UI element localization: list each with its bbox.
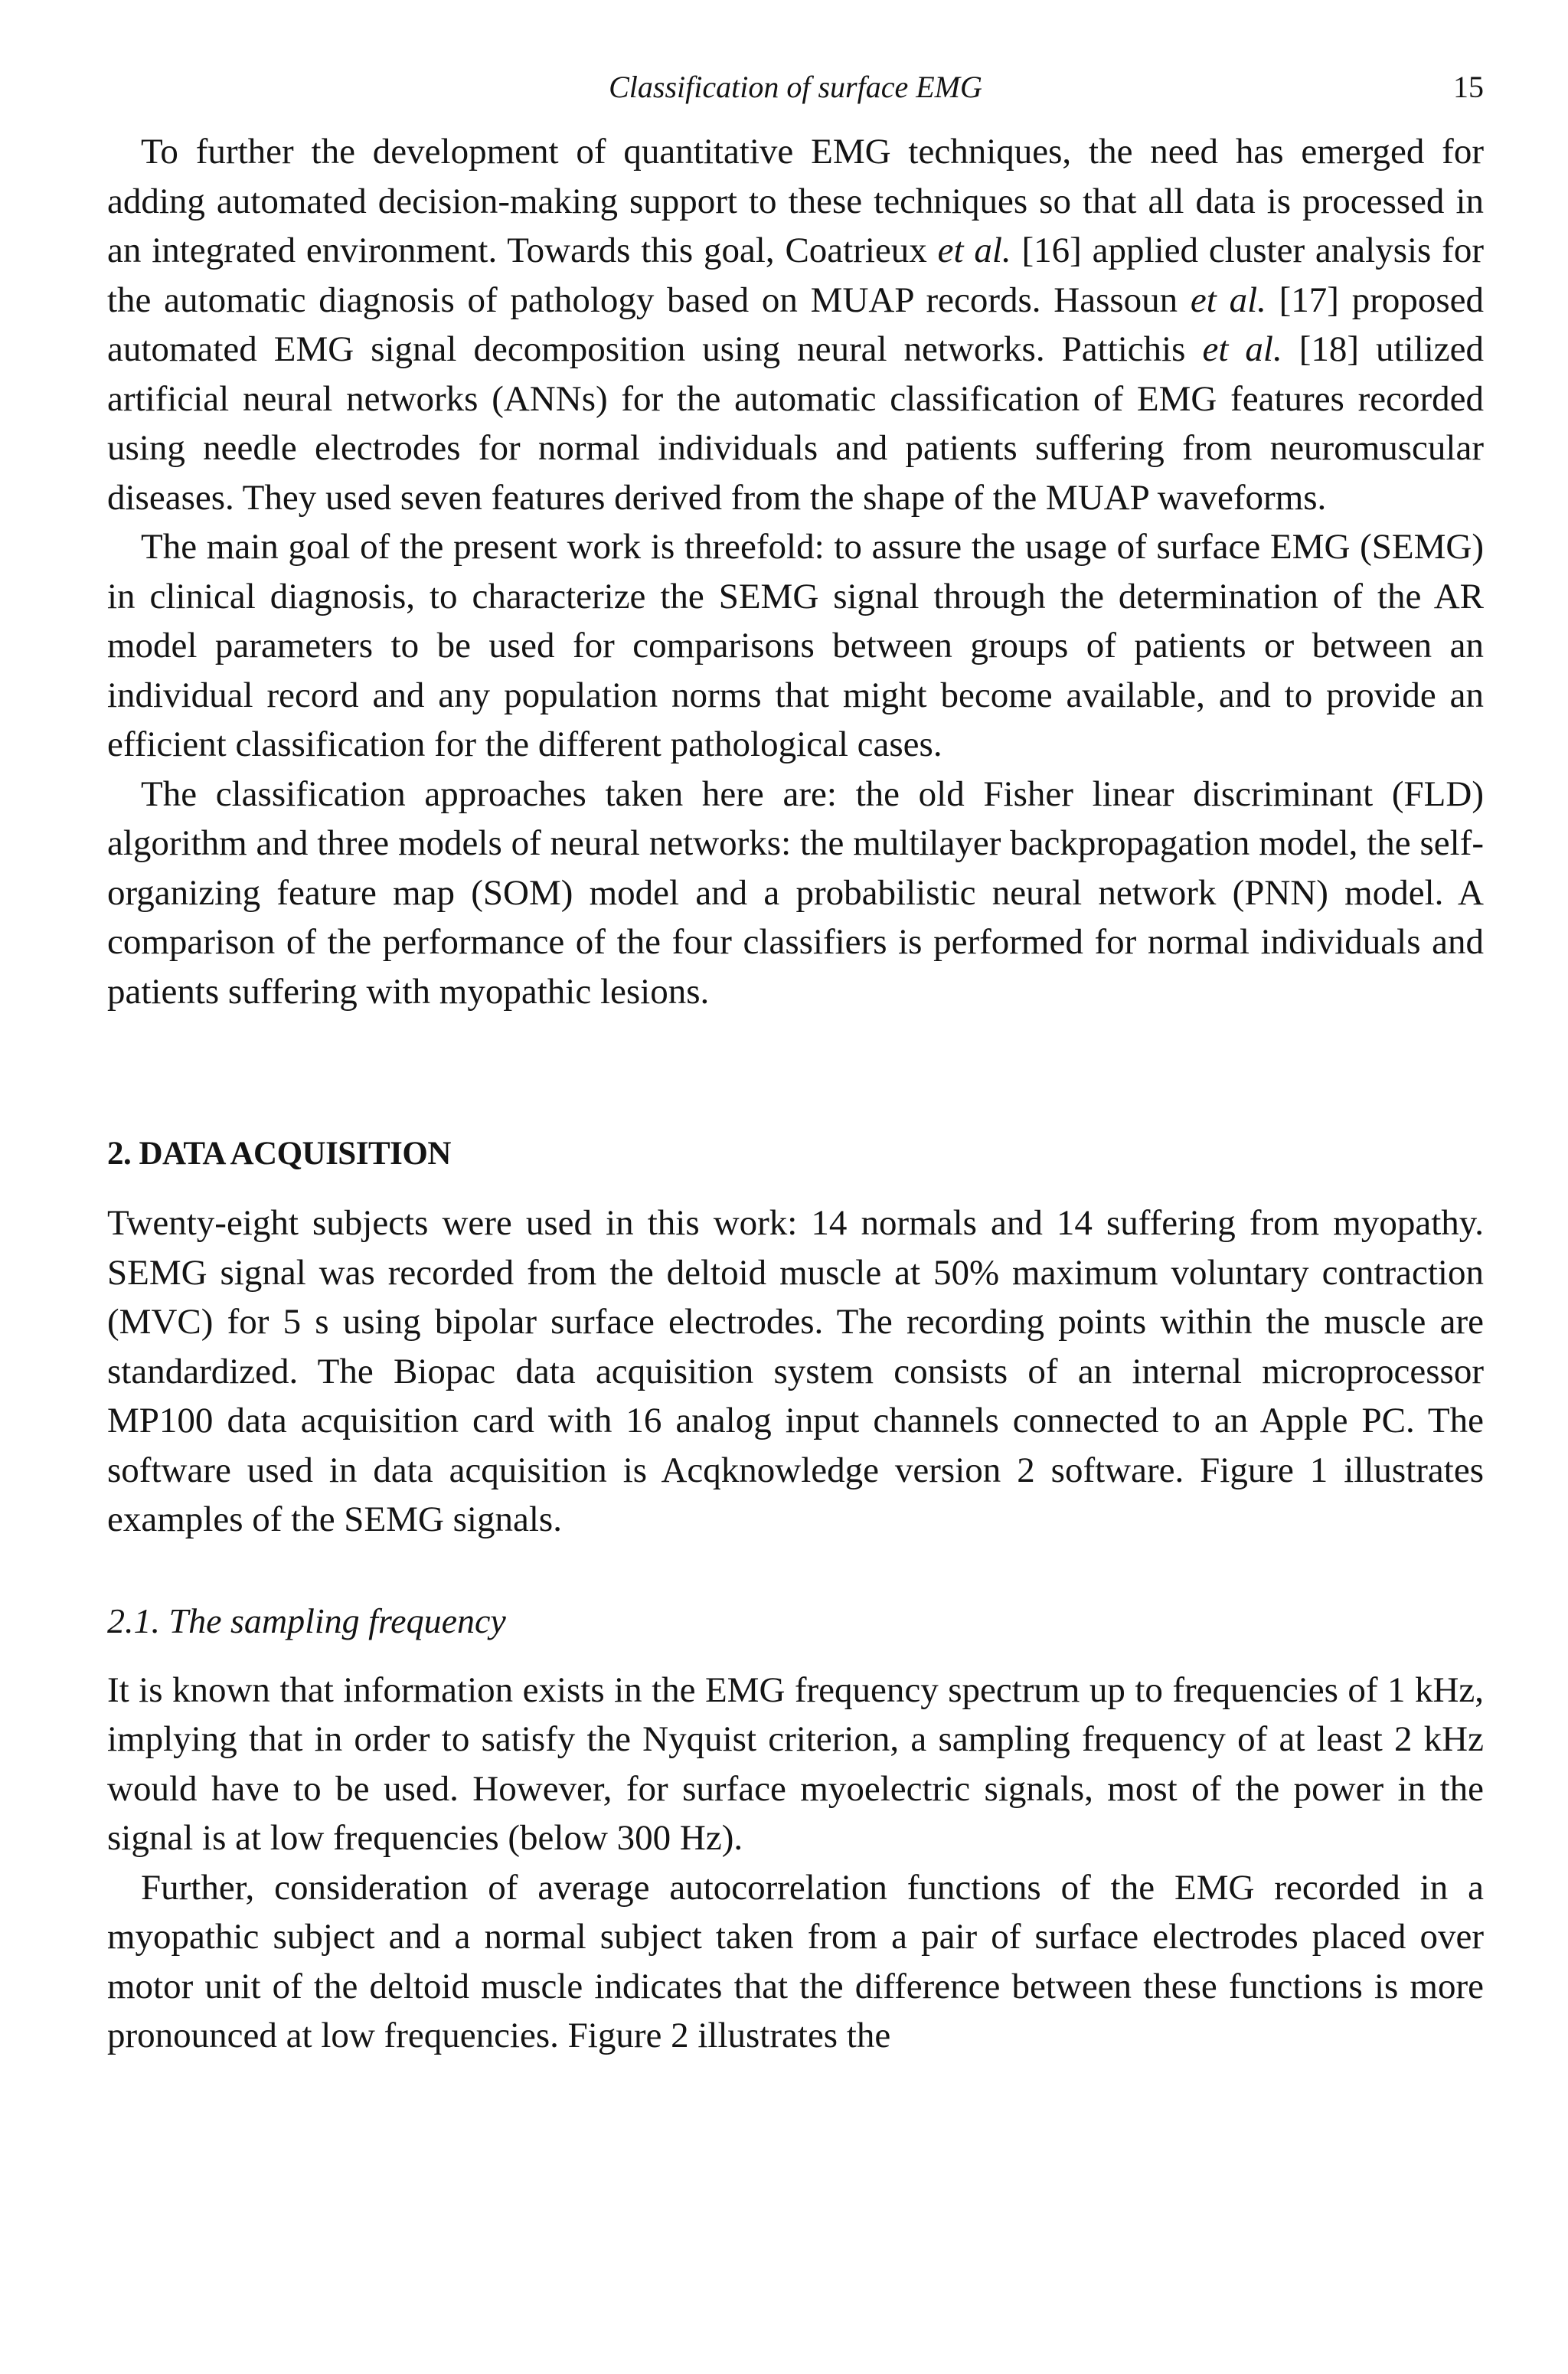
page: [107, 64, 1484, 2061]
subsection-heading-sampling-frequency: 2.1. The sampling frequency: [107, 1601, 506, 1640]
et-al: et al.: [1202, 329, 1282, 369]
running-head: [107, 64, 1484, 110]
intro-paragraph-2: The main goal of the present work is threefold: to assure the usage of surface EMG (SEMG) in clinical diagnosis, to characterize the SEMG signal through the determination of the AR model parameters to be used for comparisons between groups of patients or between an individual record and any population norms that might become available, and to provide an efficient classification for the different pathological cases.: [107, 527, 1484, 764]
section-heading-data-acquisition: 2. DATA ACQUISITION: [107, 1136, 451, 1172]
sampling-frequency-paragraph-2: Further, consideration of average autocorrelation functions of the EMG recorded in a myopathic subject and a normal subject taken from a pair of surface electrodes placed over motor unit of the deltoid muscle indicates that the difference between these functions is more pronounced at low frequencies. Figure 2 illustrates the: [107, 1867, 1484, 2055]
running-title: Classification of surface EMG: [609, 70, 982, 104]
et-al: et al.: [1190, 280, 1266, 320]
text-run: To further the development of quantitative EMG techniques, the need has emerged for adding automated decision-making support to these techniques so that all data is processed in an integrated environment. Towards this goal, Coatrieux: [107, 132, 1484, 270]
data-acquisition-paragraph-1: Twenty-eight subjects were used in this work: 14 normals and 14 suffering from myopathy. SEMG signal was recorded from the deltoid muscle at 50% maximum voluntary contraction (MVC) for 5 s using bipolar surface electrodes. The recording points within the muscle are standardized. The Biopac data acquisition system consists of an internal microprocessor MP100 data acquisition card with 16 analog input channels connected to an Apple PC. The software used in data acquisition is Acqknowledge version 2 software. Figure 1 illustrates examples of the SEMG signals.: [107, 1203, 1484, 1539]
text-run: [17] proposed automated EMG signal decomposition using neural networks. Pattichis: [107, 280, 1485, 369]
intro-paragraph-3: The classification approaches taken here are: the old Fisher linear discriminant (FLD) algorithm and three models of neural networks: the multilayer backpropagation model, the self-organizing feature map (SOM) model and a probabilistic neural network (PNN) model. A comparison of the performance of the four classifiers is performed for normal individuals and patients suffering with myopathic lesions.: [107, 773, 1484, 1012]
sampling-frequency-paragraph-1: It is known that information exists in the EMG frequency spectrum up to frequencies of 1 kHz, implying that in order to satisfy the Nyquist criterion, a sampling frequency of at least 2 kHz would have to be used. However, for surface myoelectric signals, most of the power in the signal is at low frequencies (below 300 Hz).: [107, 1669, 1484, 1858]
et-al: et al.: [937, 231, 1011, 270]
page-number: 15: [1453, 70, 1484, 104]
intro-paragraph-1: [107, 127, 1484, 522]
text-run: [16] applied cluster analysis for the automatic diagnosis of pathology based on MUAP records. Hassoun: [107, 231, 1484, 320]
body-text: [107, 127, 1484, 2061]
text-run: [18] utilized artificial neural networks (ANNs) for the automatic classification of EMG features recorded using needle electrodes for normal individuals and patients suffering from neuromuscular diseases. They used seven features derived from the shape of the MUAP waveforms.: [107, 329, 1484, 518]
